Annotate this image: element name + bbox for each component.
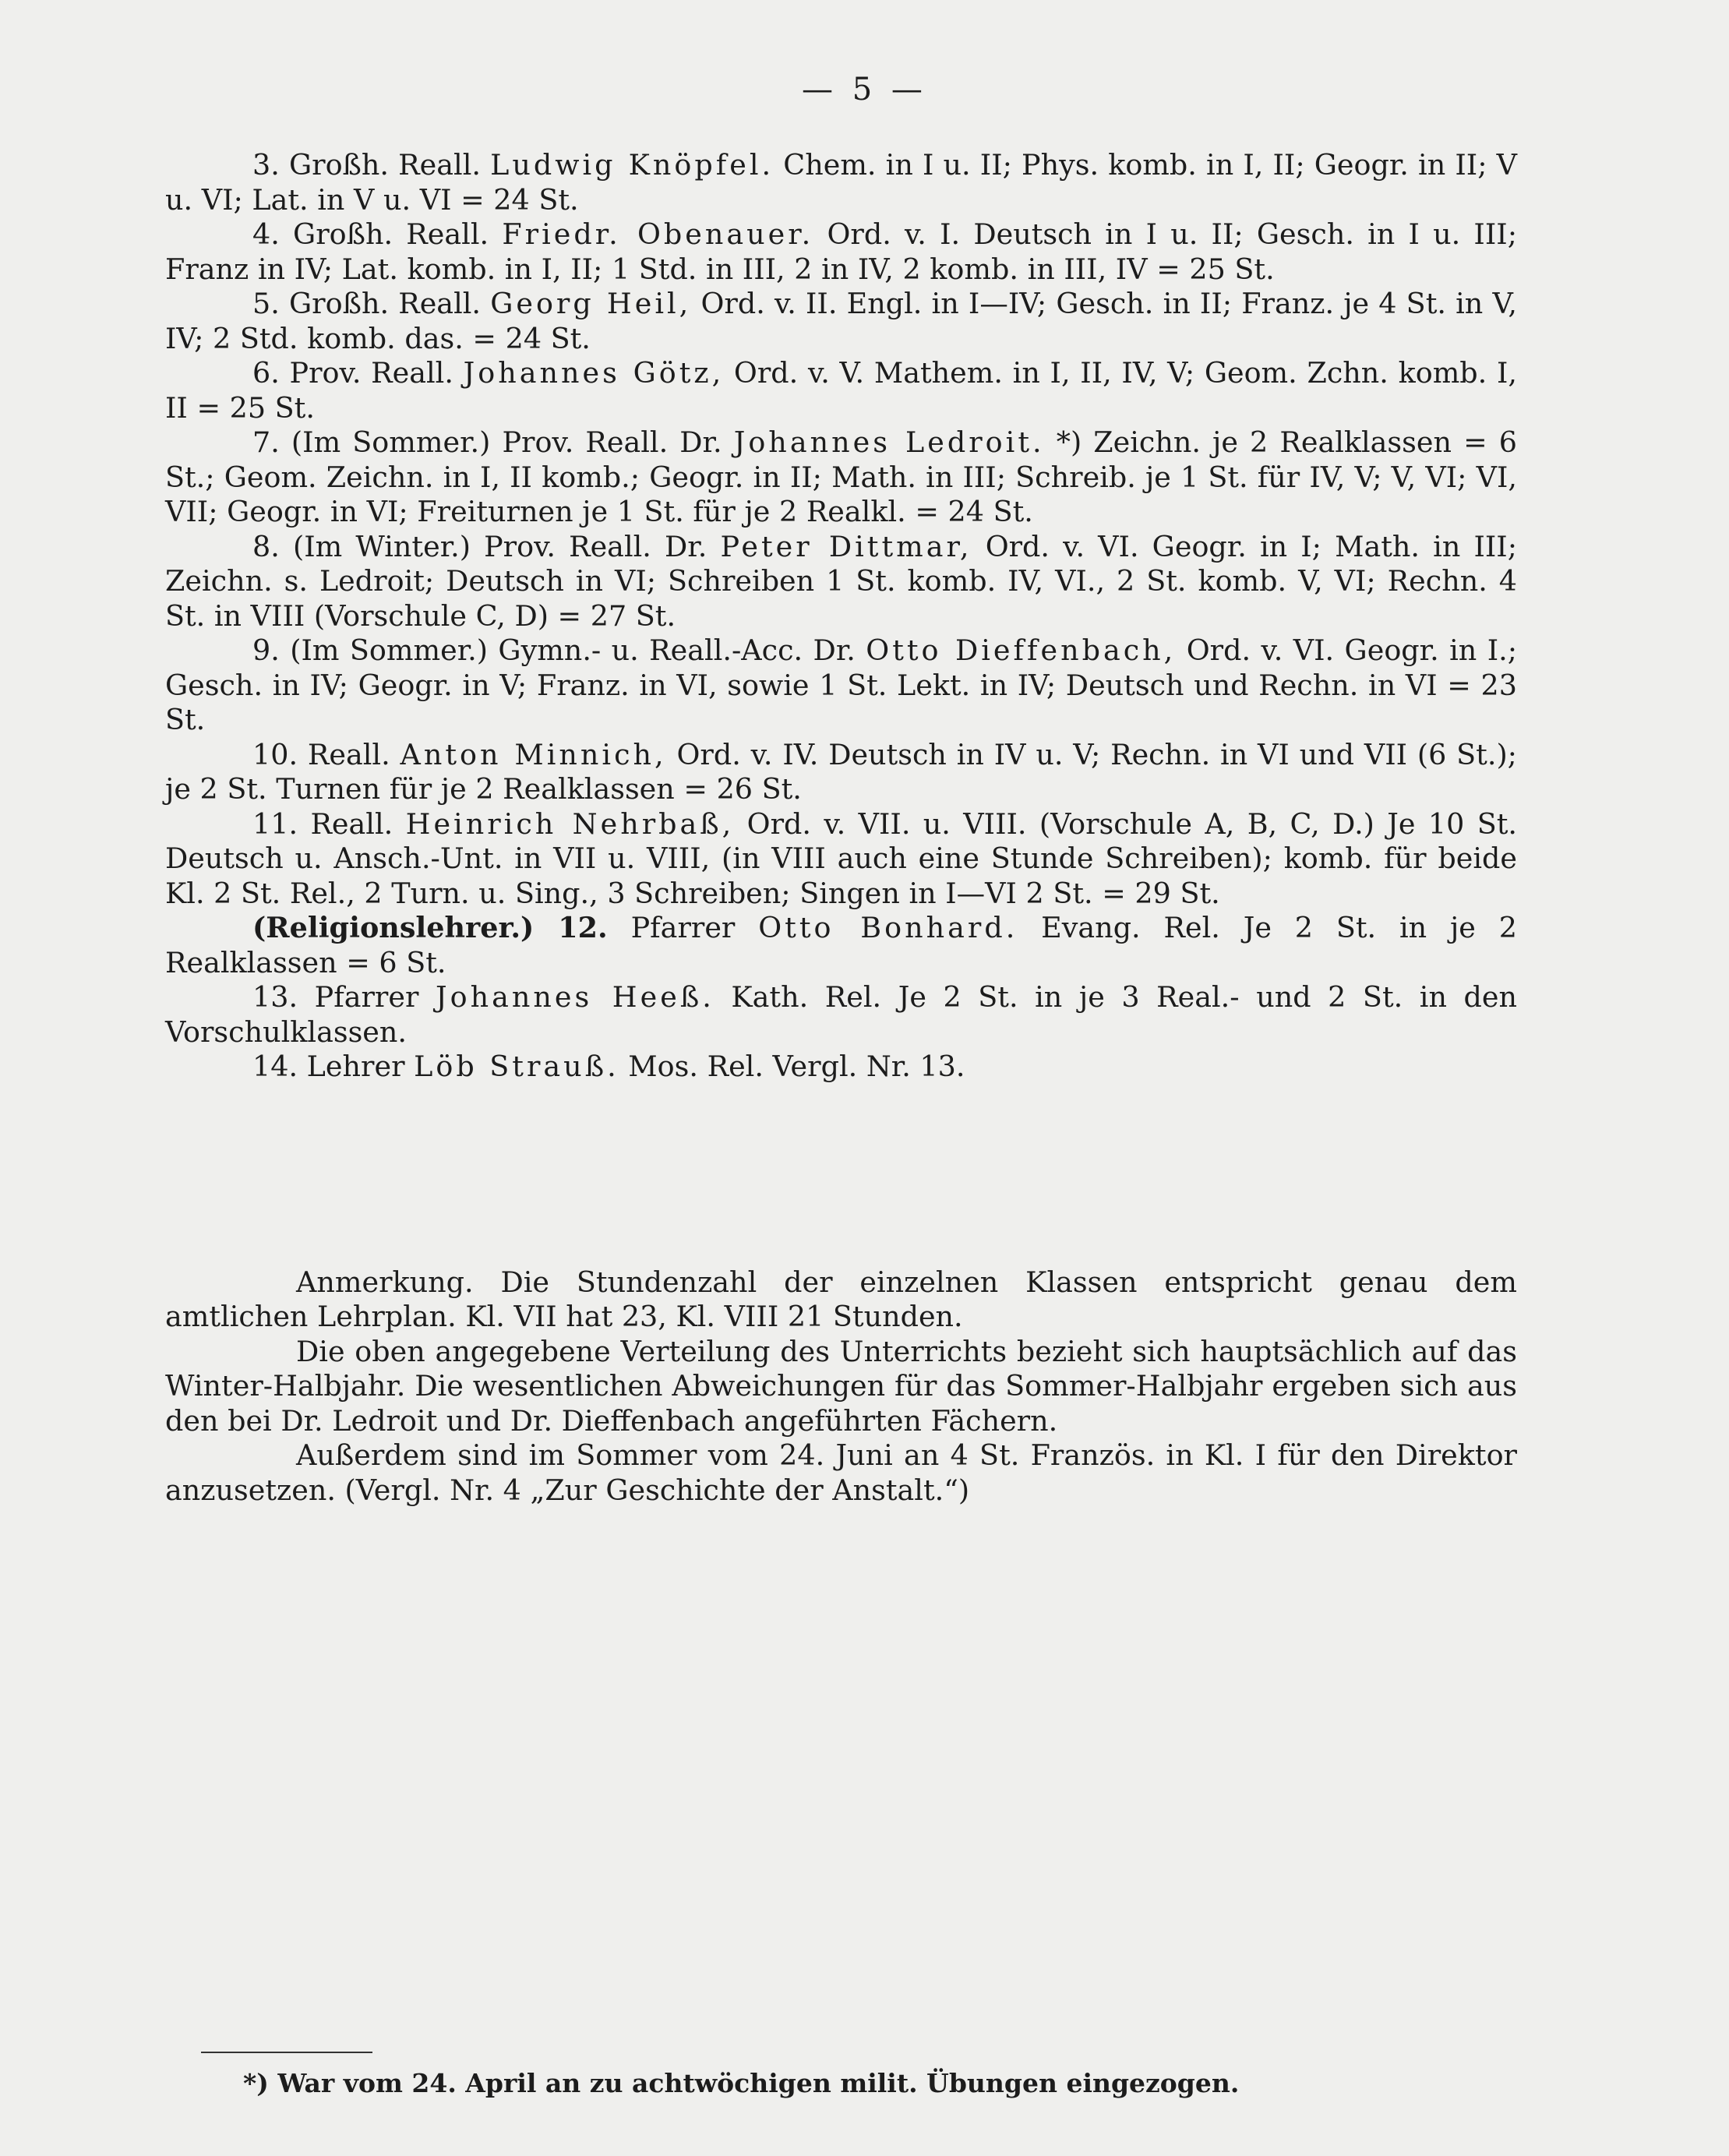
remark-paragraph: Anmerkung. Die Stundenzahl der einzelnen Klassen entspricht genau dem amtlichen Lehrplan. Kl. VII hat 23, Kl. VIII 21 Stunden. <box>165 1265 1517 1333</box>
teacher-name: Georg Heil, <box>490 287 692 320</box>
page-number: — 5 — <box>802 72 927 108</box>
footnote-divider <box>201 2052 372 2053</box>
teacher-name: Löb Strauß. <box>414 1050 619 1083</box>
list-item: 9. (Im Sommer.) Gymn.- u. Reall.-Acc. Dr. Otto Dieffenbach, Ord. v. VI. Geogr. in I.; Gesch. in IV; Geogr. in V; Franz. in VI, sowie 1 St. Lekt. in IV; Deutsch und Rechn. in VI = 23 St. <box>165 633 1518 736</box>
teacher-name: Otto Dieffenbach, <box>866 633 1177 667</box>
teacher-list <box>165 148 1517 1508</box>
teacher-name: Friedr. Obenauer. <box>502 217 814 251</box>
list-item: 14. Lehrer Löb Strauß. Mos. Rel. Vergl. Nr. 13. <box>252 1050 965 1083</box>
list-item: (Religionslehrer.) 12. Pfarrer Otto Bonhard. Evang. Rel. Je 2 St. in je 2 Realklassen = 6 St. <box>165 911 1517 979</box>
footnote: *) War vom 24. April an zu achtwöchigen milit. Übungen eingezogen. <box>243 2068 1240 2098</box>
teacher-name: Johannes Heeß. <box>436 980 715 1014</box>
list-item: 5. Großh. Reall. Georg Heil, Ord. v. II. Engl. in I—IV; Gesch. in II; Franz. je 4 St. in V, IV; 2 Std. komb. das. = 24 St. <box>165 287 1518 355</box>
list-item: 11. Reall. Heinrich Nehrbaß, Ord. v. VII. u. VIII. (Vorschule A, B, C, D.) Je 10 St. Deutsch u. Ansch.-Unt. in VII u. VIII, (in VIII auch eine Stunde Schreiben); komb. für beide Kl. 2 St. Rel., 2 Turn. u. Sing., 3 Schreiben; Singen in I—VI 2 St. = 29 St. <box>165 806 1517 910</box>
teacher-name: Ludwig Knöpfel. <box>490 148 775 182</box>
teacher-name: Johannes Götz, <box>463 356 725 390</box>
remark-section <box>165 1265 1517 1508</box>
teacher-name: Heinrich Nehrbaß, <box>405 806 735 841</box>
teacher-name: Johannes Ledroit. <box>733 425 1045 459</box>
remark-paragraph: Die oben angegebene Verteilung des Unterrichts bezieht sich hauptsächlich auf das Winter-Halbjahr. Die wesentlichen Abweichungen für das Sommer-Halbjahr ergeben sich aus den bei Dr. Ledroit und Dr. Dieffenbach angeführten Fächern. <box>165 1334 1517 1438</box>
list-item: 8. (Im Winter.) Prov. Reall. Dr. Peter Dittmar, Ord. v. VI. Geogr. in I; Math. in III; Zeichn. s. Ledroit; Deutsch in VI; Schreiben 1 St. komb. IV, VI., 2 St. komb. V, VI; Rechn. 4 St. in VIII (Vorschule C, D) = 27 St. <box>165 529 1518 633</box>
list-item: 7. (Im Sommer.) Prov. Reall. Dr. Johannes Ledroit. *) Zeichn. je 2 Realklassen = 6 St.; Geom. Zeichn. in I, II komb.; Geogr. in II; Math. in III; Schreib. je 1 St. für IV, V; V, VI; VI, VII; Geogr. in VI; Freiturnen je 1 St. für je 2 Realkl. = 24 St. <box>165 425 1517 528</box>
remark-paragraph: Außerdem sind im Sommer vom 24. Juni an 4 St. Französ. in Kl. I für den Direktor anzusetzen. (Vergl. Nr. 4 „Zur Geschichte der Anstalt.“) <box>165 1438 1517 1507</box>
list-item: 4. Großh. Reall. Friedr. Obenauer. Ord. v. I. Deutsch in I u. II; Gesch. in I u. III; Franz in IV; Lat. komb. in I, II; 1 Std. in III, 2 in IV, 2 komb. in III, IV = 25 St. <box>165 217 1517 286</box>
list-item: 3. Großh. Reall. Ludwig Knöpfel. Chem. in I u. II; Phys. komb. in I, II; Geogr. in II; V u. VI; Lat. in V u. VI = 24 St. <box>165 148 1517 217</box>
list-item: 6. Prov. Reall. Johannes Götz, Ord. v. V. Mathem. in I, II, IV, V; Geom. Zchn. komb. I, II = 25 St. <box>165 356 1517 425</box>
teacher-name: Otto Bonhard. <box>758 911 1018 944</box>
list-item: 13. Pfarrer Johannes Heeß. Kath. Rel. Je 2 St. in je 3 Real.- und 2 St. in den Vorschulklassen. <box>165 980 1518 1049</box>
list-item: 10. Reall. Anton Minnich, Ord. v. IV. Deutsch in IV u. V; Rechn. in VI und VII (6 St.); je 2 St. Turnen für je 2 Realklassen = 26 St. <box>165 737 1517 806</box>
teacher-name: Anton Minnich, <box>400 737 667 771</box>
teacher-name: Peter Dittmar, <box>720 529 972 563</box>
